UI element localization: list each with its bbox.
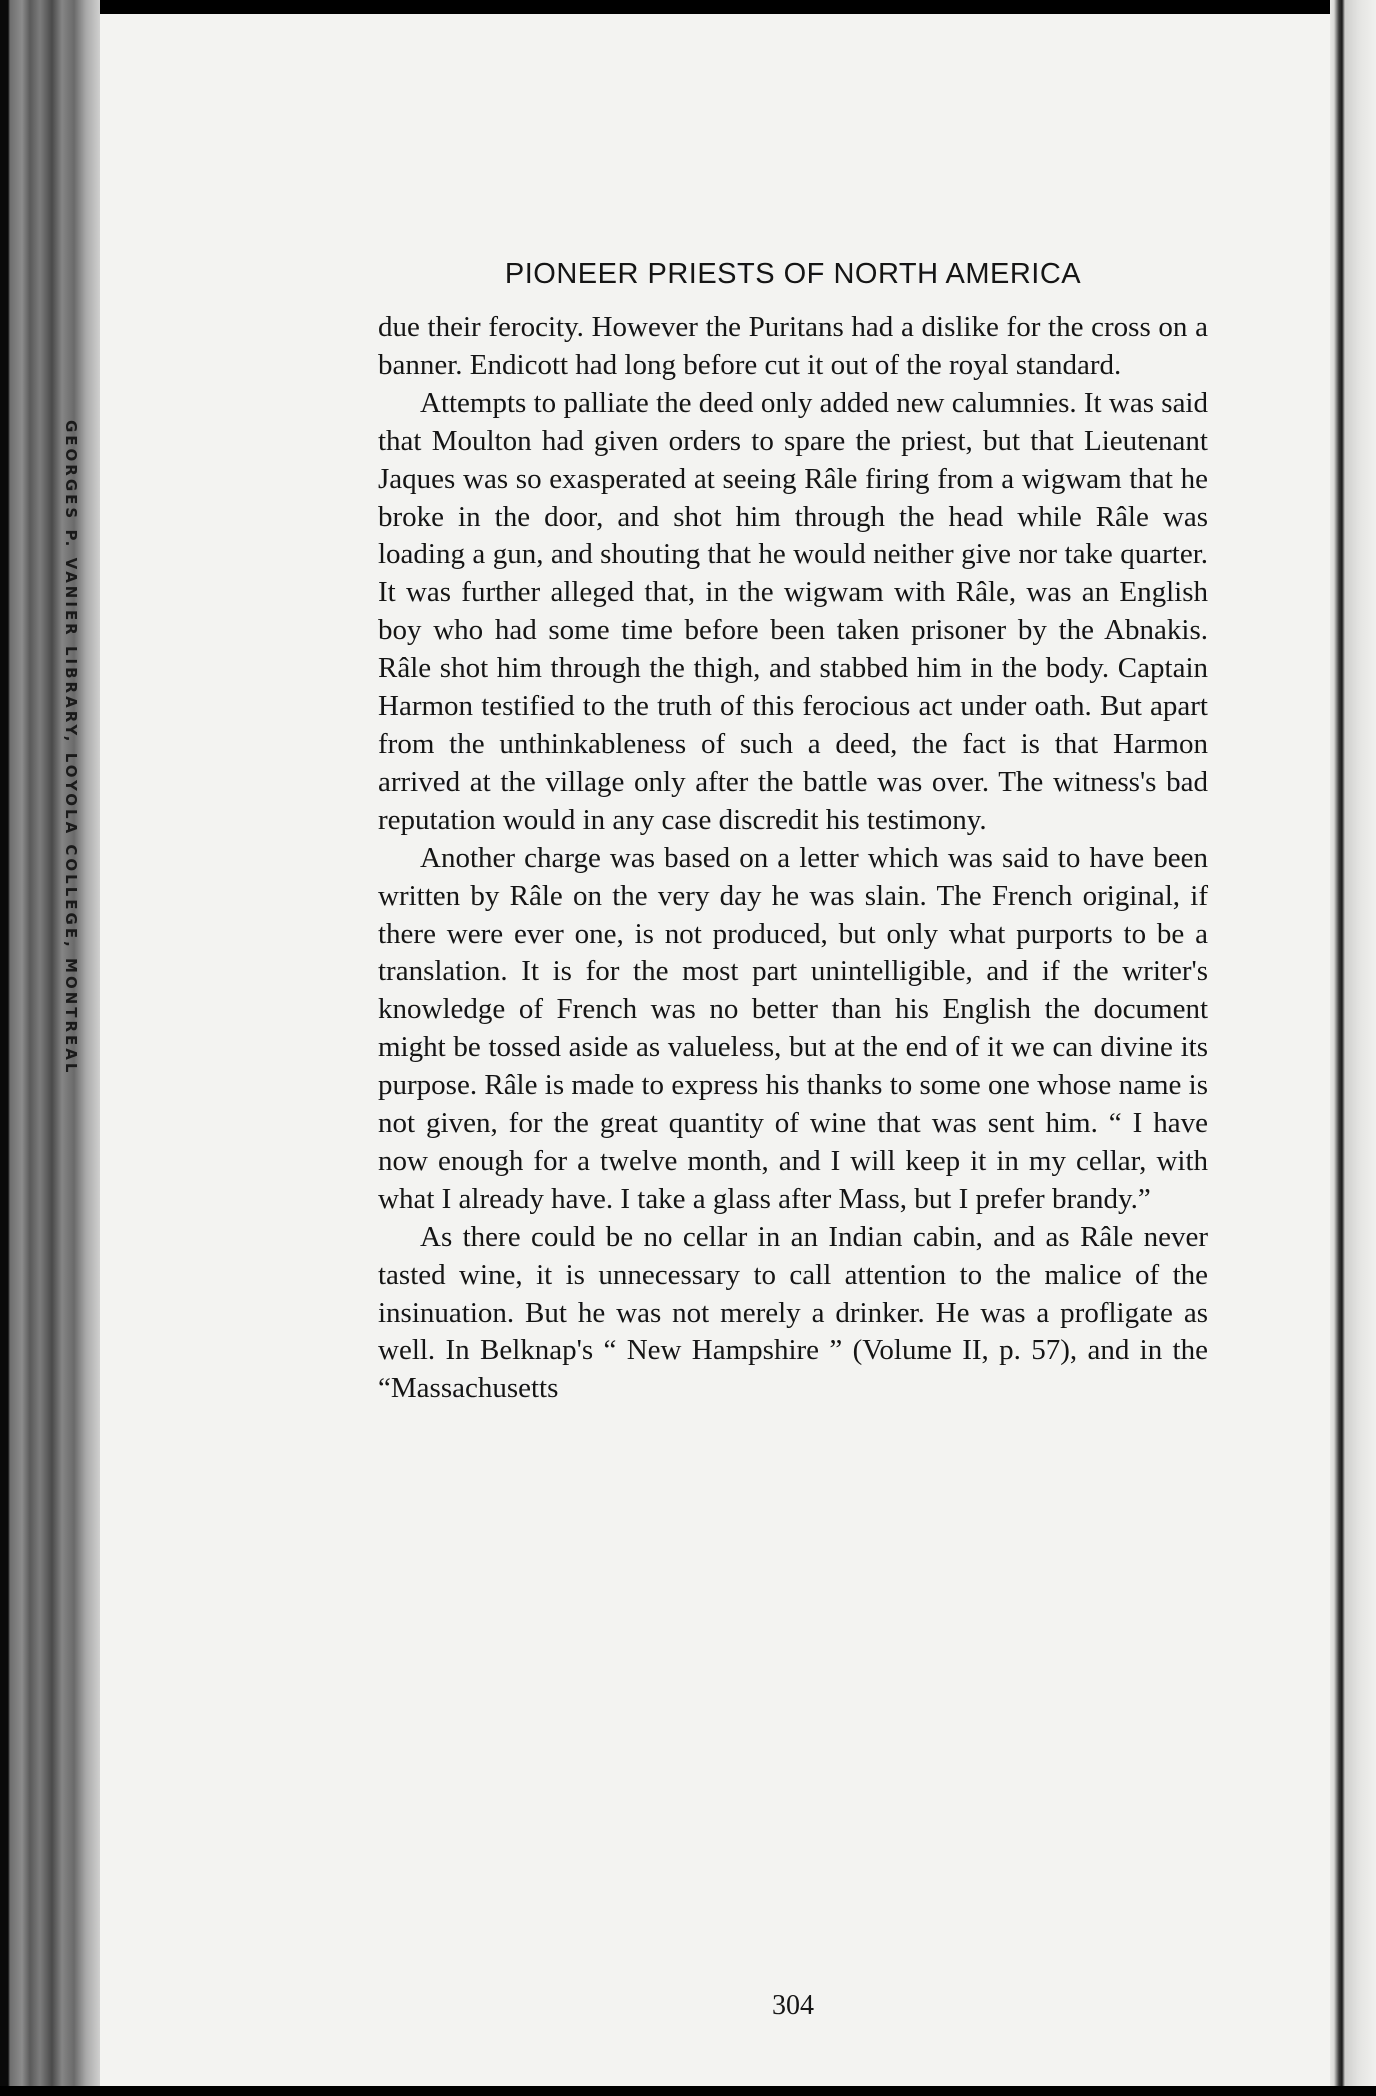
body-text	[378, 309, 1208, 1408]
page-content	[378, 258, 1208, 1408]
scan-bottom-border	[0, 2086, 1376, 2096]
facing-page-edge	[1330, 0, 1376, 2096]
paragraph-4: As there could be no cellar in an Indian cabin, and as Râle never tasted wine, it is unnecessary to call attention to the malice of the insinuation. But he was not merely a drinker. He was a profligate as well. In Belknap's “ New Hampshire ” (Volume II, p. 57), and in the “Massachusetts	[378, 1220, 1208, 1405]
book-spine-edge	[0, 0, 100, 2096]
library-stamp: GEORGES P. VANIER LIBRARY, LOYOLA COLLEGE, MONTREAL	[62, 420, 80, 1076]
paragraph-2: Attempts to palliate the deed only added new calumnies. It was said that Moulton had given orders to spare the priest, but that Lieutenant Jaques was so exasperated at seeing Râle firing from a wigwam that he broke in the door, and shot him through the head while Râle was loading a gun, and shouting that he would neither give nor take quarter. It was further alleged that, in the wigwam with Râle, was an English boy who had some time before been taken prisoner by the Abnakis. Râle shot him through the thigh, and stabbed him in the body. Captain Harmon testified to the truth of this ferocious act under oath. But apart from the unthinkableness of such a deed, the fact is that Harmon arrived at the village only after the battle was over. The witness's bad reputation would in any case discredit his testimony.	[378, 386, 1208, 836]
scan-top-border	[0, 0, 1376, 14]
paragraph-1: due their ferocity. However the Puritans had a dislike for the cross on a banner. Endicott had long before cut it out of the royal standard.	[378, 311, 1208, 381]
paragraph-3: Another charge was based on a letter which was said to have been written by Râle on the very day he was slain. The French original, if there were ever one, is not produced, but only what purports to be a translation. It is for the most part unintelligible, and if the writer's knowledge of French was no better than his English the document might be tossed aside as valueless, but at the end of it we can divine its purpose. Râle is made to express his thanks to some one whose name is not given, for the great quantity of wine that was sent him. “ I have now enough for a twelve month, and I will keep it in my cellar, with what I already have. I take a glass after Mass, but I prefer brandy.”	[378, 841, 1208, 1215]
page-number: 304	[772, 1990, 814, 2021]
running-head: PIONEER PRIESTS OF NORTH AMERICA	[504, 258, 1082, 290]
